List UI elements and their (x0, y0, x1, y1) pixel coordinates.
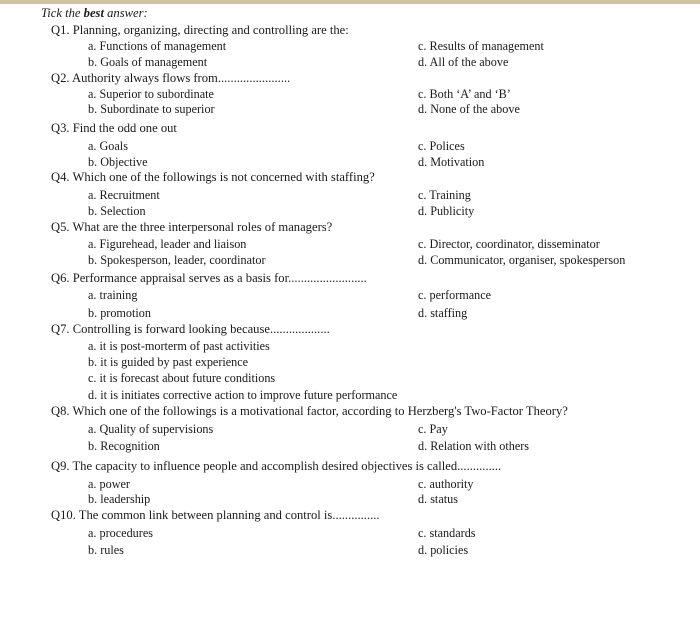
q5-option-d[interactable]: d. Communicator, organiser, spokesperson (418, 253, 626, 267)
q8-option-a[interactable]: a. Quality of supervisions (88, 422, 214, 436)
q8-option-d[interactable]: d. Relation with others (418, 439, 530, 453)
q1-option-b[interactable]: b. Goals of management (88, 55, 208, 69)
question-7: Q7. Controlling is forward looking because................... (51, 322, 330, 336)
q5-option-b[interactable]: b. Spokesperson, leader, coordinator (88, 253, 266, 267)
q6-option-b[interactable]: b. promotion (88, 306, 151, 320)
q9-option-a[interactable]: a. power (88, 477, 130, 491)
q1-option-a[interactable]: a. Functions of management (88, 39, 227, 53)
q5-option-c[interactable]: c. Director, coordinator, disseminator (418, 237, 600, 251)
q10-option-c[interactable]: c. standards (418, 526, 476, 540)
question-9: Q9. The capacity to influence people and accomplish desired objectives is called.............. (51, 459, 502, 473)
q10-option-b[interactable]: b. rules (88, 543, 124, 557)
q3-option-b[interactable]: b. Objective (88, 155, 148, 169)
question-1: Q1. Planning, organizing, directing and controlling are the: (51, 23, 349, 37)
instruction-line (41, 6, 148, 21)
q4-option-b[interactable]: b. Selection (88, 204, 146, 218)
q6-option-a[interactable]: a. training (88, 288, 138, 302)
q4-option-c[interactable]: c. Training (418, 188, 471, 202)
q9-option-c[interactable]: c. authority (418, 477, 474, 491)
q8-option-c[interactable]: c. Pay (418, 422, 448, 436)
q9-option-b[interactable]: b. leadership (88, 492, 151, 506)
question-3: Q3. Find the odd one out (51, 121, 177, 135)
q4-option-d[interactable]: d. Publicity (418, 204, 475, 218)
question-10: Q10. The common link between planning and control is............... (51, 508, 380, 522)
q2-option-b[interactable]: b. Subordinate to superior (88, 102, 215, 116)
q7-option-d[interactable]: d. it is initiates corrective action to improve future performance (88, 388, 398, 402)
q2-option-c[interactable]: c. Both ‘A’ and ‘B’ (418, 87, 511, 101)
question-4: Q4. Which one of the followings is not concerned with staffing? (51, 170, 375, 184)
q4-option-a[interactable]: a. Recruitment (88, 188, 160, 202)
q6-option-d[interactable]: d. staffing (418, 306, 468, 320)
q1-option-d[interactable]: d. All of the above (418, 55, 509, 69)
question-6: Q6. Performance appraisal serves as a basis for......................... (51, 271, 367, 285)
q3-option-d[interactable]: d. Motivation (418, 155, 485, 169)
q8-option-b[interactable]: b. Recognition (88, 439, 160, 453)
q1-option-c[interactable]: c. Results of management (418, 39, 544, 53)
instruction-emphasis: best (83, 6, 104, 20)
q6-option-c[interactable]: c. performance (418, 288, 492, 302)
q10-option-a[interactable]: a. procedures (88, 526, 153, 540)
q3-option-a[interactable]: a. Goals (88, 139, 128, 153)
q2-option-d[interactable]: d. None of the above (418, 102, 520, 116)
question-5: Q5. What are the three interpersonal roles of managers? (51, 220, 333, 234)
instruction-prefix: Tick the (41, 6, 84, 20)
instruction-suffix: answer: (103, 6, 148, 20)
q7-option-a[interactable]: a. it is post-morterm of past activities (88, 339, 270, 353)
question-2: Q2. Authority always flows from....................... (51, 71, 291, 85)
q9-option-d[interactable]: d. status (418, 492, 458, 506)
q7-option-c[interactable]: c. it is forecast about future conditions (88, 371, 276, 385)
q5-option-a[interactable]: a. Figurehead, leader and liaison (88, 237, 247, 251)
q7-option-b[interactable]: b. it is guided by past experience (88, 355, 249, 369)
q2-option-a[interactable]: a. Superior to subordinate (88, 87, 214, 101)
q3-option-c[interactable]: c. Polices (418, 139, 465, 153)
q10-option-d[interactable]: d. policies (418, 543, 469, 557)
question-8: Q8. Which one of the followings is a motivational factor, according to Herzberg's Two-Factor Theory? (51, 404, 568, 418)
